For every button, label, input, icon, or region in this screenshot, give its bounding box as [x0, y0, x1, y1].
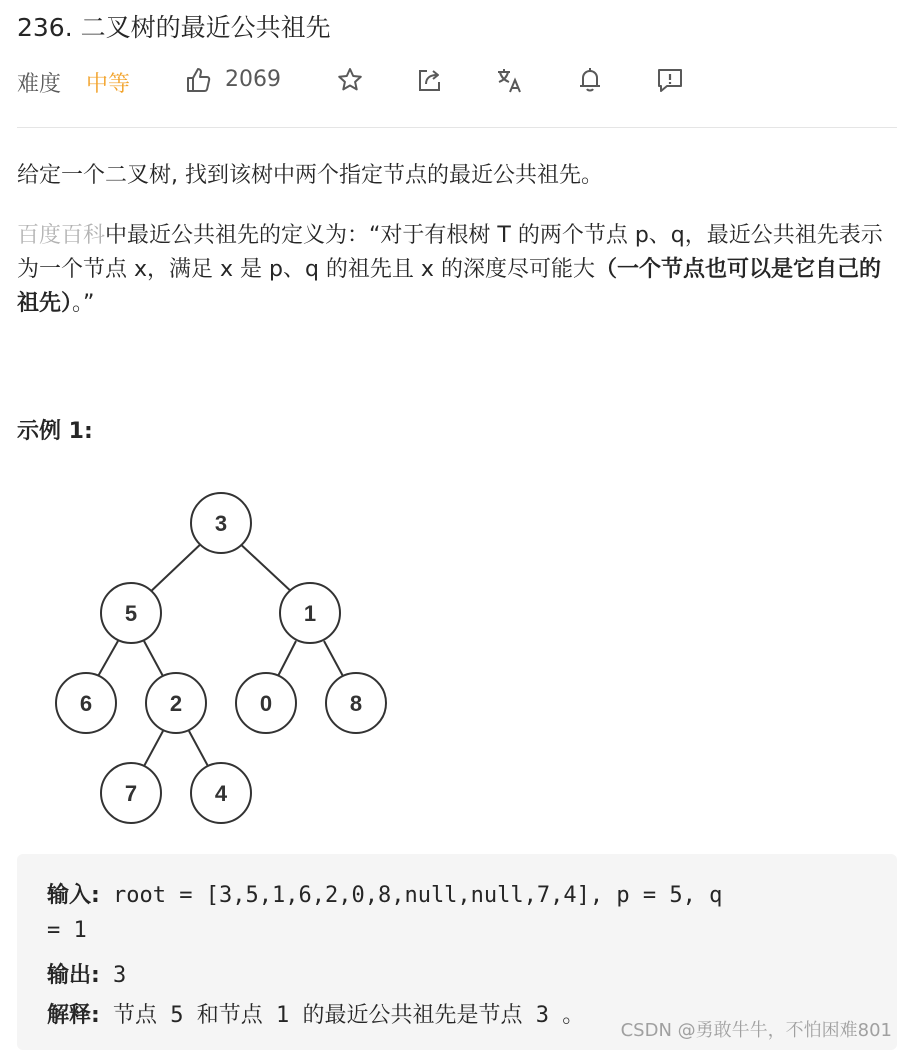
- example-input-line: [47, 878, 722, 909]
- translate-icon[interactable]: [495, 65, 525, 95]
- explain-value: 节点 5 和节点 1 的最近公共祖先是节点 3 。: [99, 1003, 585, 1028]
- edge-5-2: [144, 641, 164, 678]
- difficulty-badge: 中等: [86, 72, 131, 97]
- input-label: 输入:: [47, 883, 100, 908]
- definition-end: 。”: [72, 291, 95, 316]
- header-divider: [17, 127, 897, 128]
- edge-1-0: [277, 641, 296, 678]
- example-input-line-cont: [47, 918, 87, 943]
- tree-node-label: 5: [124, 601, 138, 626]
- tree-node-label: 7: [124, 781, 138, 806]
- tree-node-label: 2: [169, 691, 183, 716]
- example-explain-line: [47, 998, 584, 1029]
- thumbs-up-icon[interactable]: [184, 65, 214, 95]
- edge-2-7: [143, 731, 163, 768]
- edge-2-4: [189, 731, 209, 768]
- definition-bold: （一个节点也可以是它自己的祖先）: [17, 257, 881, 316]
- binary-tree-diagram: [40, 480, 410, 840]
- tree-node-label: 6: [79, 691, 93, 716]
- problem-intro: 给定一个二叉树, 找到该树中两个指定节点的最近公共祖先。: [17, 163, 603, 188]
- tree-node-label: 0: [259, 691, 273, 716]
- star-icon[interactable]: [335, 65, 365, 95]
- lca-definition: [17, 219, 902, 321]
- explain-label: 解释:: [47, 1003, 100, 1028]
- difficulty-label: 难度: [17, 72, 62, 97]
- edge-3-5: [147, 540, 205, 595]
- output-value: 3: [99, 963, 127, 988]
- problem-meta-bar: [17, 63, 897, 99]
- feedback-icon[interactable]: [655, 65, 685, 95]
- csdn-watermark: CSDN @勇敢牛牛，不怕困难801: [620, 1020, 892, 1041]
- bell-icon[interactable]: [575, 65, 605, 95]
- definition-text: 中最近公共祖先的定义为：“对于有根树 T 的两个节点 p、q，最近公共祖先表示为一个节点 x，满足 x 是 p、q 的祖先且 x 的深度尽可能大: [17, 223, 883, 282]
- example-heading: 示例 1:: [17, 419, 93, 444]
- tree-node-label: 4: [214, 781, 228, 806]
- example-output-line: [47, 958, 126, 989]
- tree-node-label: 3: [214, 511, 228, 536]
- share-icon[interactable]: [415, 65, 445, 95]
- tree-node-label: 8: [349, 691, 363, 716]
- baike-link[interactable]: 百度百科: [17, 223, 106, 248]
- edge-1-8: [324, 641, 344, 678]
- input-value-cont: = 1: [47, 918, 87, 943]
- input-value: root = [3,5,1,6,2,0,8,null,null,7,4], p = 5, q: [99, 883, 723, 908]
- like-count: 2069: [225, 67, 281, 92]
- tree-node-label: 1: [303, 601, 317, 626]
- output-label: 输出:: [47, 963, 100, 988]
- edge-3-1: [236, 540, 295, 595]
- problem-title: 236. 二叉树的最近公共祖先: [17, 13, 331, 42]
- edge-5-6: [97, 641, 118, 678]
